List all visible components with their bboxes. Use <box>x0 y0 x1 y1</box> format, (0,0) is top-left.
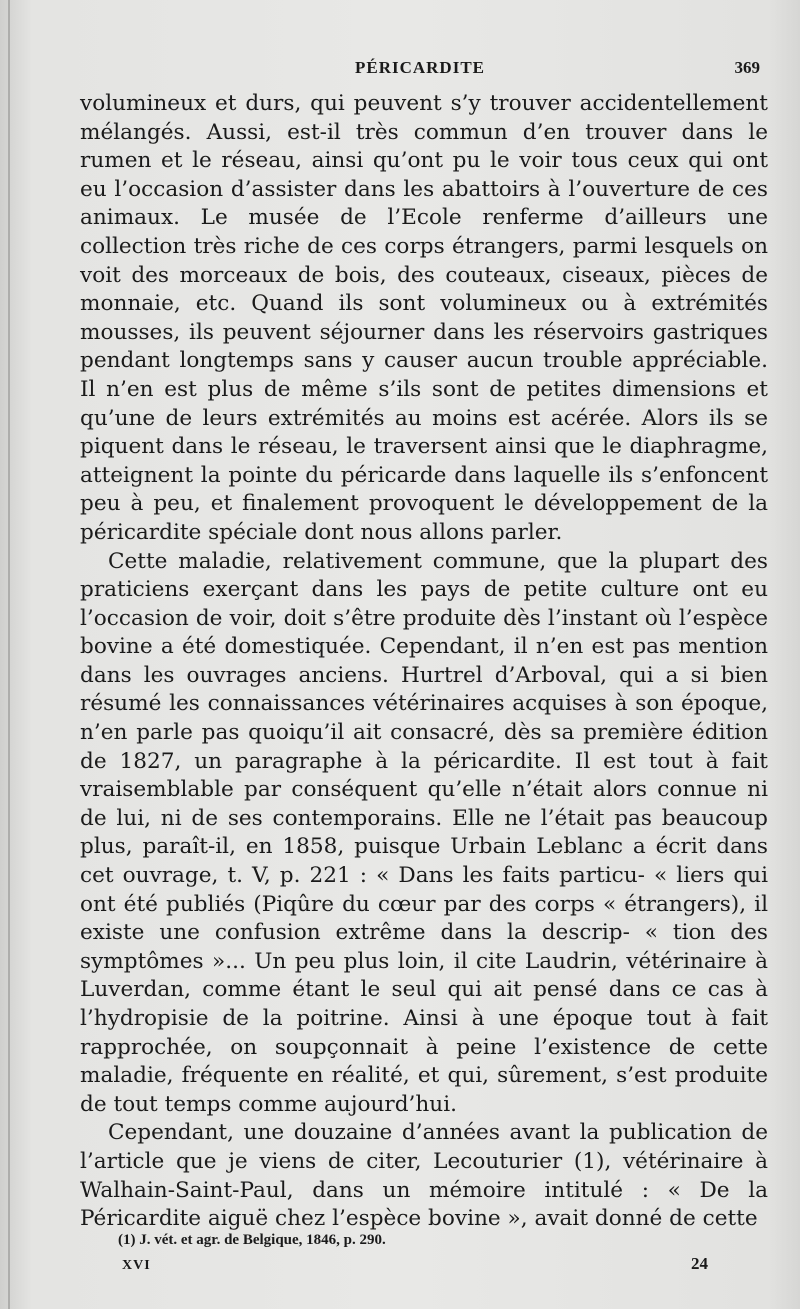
sheet-number: 24 <box>691 1254 708 1273</box>
signature-mark: XVI <box>122 1258 151 1273</box>
binding-edge <box>8 0 10 1309</box>
paragraph-1: volumineux et durs, qui peuvent s’y trouver accidentellement mélangés. Aussi, est-il très commun d’en trouver dans le rumen et le réseau, ainsi qu’ont pu le voir tous ceux qui ont eu l’occasion d’assister dans les abattoirs à l’ouverture de ces animaux. Le musée de l’Ecole renferme d’ailleurs une collection très riche de ces corps étrangers, parmi lesquels on voit des morceaux de bois, des couteaux, ciseaux, pièces de monnaie, etc. Quand ils sont volumineux ou à extrémités mousses, ils peuvent séjourner dans les réservoirs gastriques pendant longtemps sans y causer aucun trouble appréciable. Il n’en est plus de même s’ils sont de petites dimensions et qu’une de leurs extrémités au moins est acérée. Alors ils se piquent dans le réseau, le traversent ainsi que le diaphragme, atteignent la pointe du péricarde dans laquelle ils s’enfoncent peu à peu, et finalement provoquent le développement de la péricardite spéciale dont nous allons parler. <box>80 91 768 545</box>
paragraph-3: Cependant, une douzaine d’années avant la publication de l’article que je viens de citer, Lecouturier (1), vétérinaire à Walhain-Saint-Paul, dans un mémoire intitulé : « De la Péricardite aiguë chez l’espèce bovine », avait donné de cette <box>80 1120 768 1232</box>
page-header <box>80 58 760 82</box>
page-number: 369 <box>734 58 760 77</box>
body-text <box>80 90 768 1234</box>
paragraph-2: Cette maladie, relativement commune, que la plupart des praticiens exerçant dans les pays de petite culture ont eu l’occasion de voir, doit s’être produite dès l’instant où l’espèce bovine a été domestiquée. Cependant, il n’en est pas mention dans les ouvrages anciens. Hurtrel d’Arboval, qui a si bien résumé les connaissances vétérinaires acquises à son époque, n’en parle pas quoiqu’il ait consacré, dès sa première édition de 1827, un paragraphe à la péricardite. Il est tout à fait vraisemblable par conséquent qu’elle n’était alors connue ni de lui, ni de ses contemporains. Elle ne l’était pas beaucoup plus, paraît-il, en 1858, puisque Urbain Leblanc a écrit dans cet ouvrage, t. V, p. 221 : « Dans les faits particu- « liers qui ont été publiés (Piqûre du cœur par des corps « étrangers), il existe une confusion extrême dans la descrip- « tion des symptômes »... Un peu plus loin, il cite Laudrin, vétérinaire à Luverdan, comme étant le seul qui ait pensé dans ce cas à l’hydropisie de la poitrine. Ainsi à une époque tout à fait rapprochée, on soupçonnait à peine l’existence de cette maladie, fréquente en réalité, et qui, sûrement, s’est produite de tout temps comme aujourd’hui. <box>80 548 768 1117</box>
running-title: PÉRICARDITE <box>354 58 486 77</box>
footnote: (1) J. vét. et agr. de Belgique, 1846, p. 290. <box>118 1232 386 1248</box>
